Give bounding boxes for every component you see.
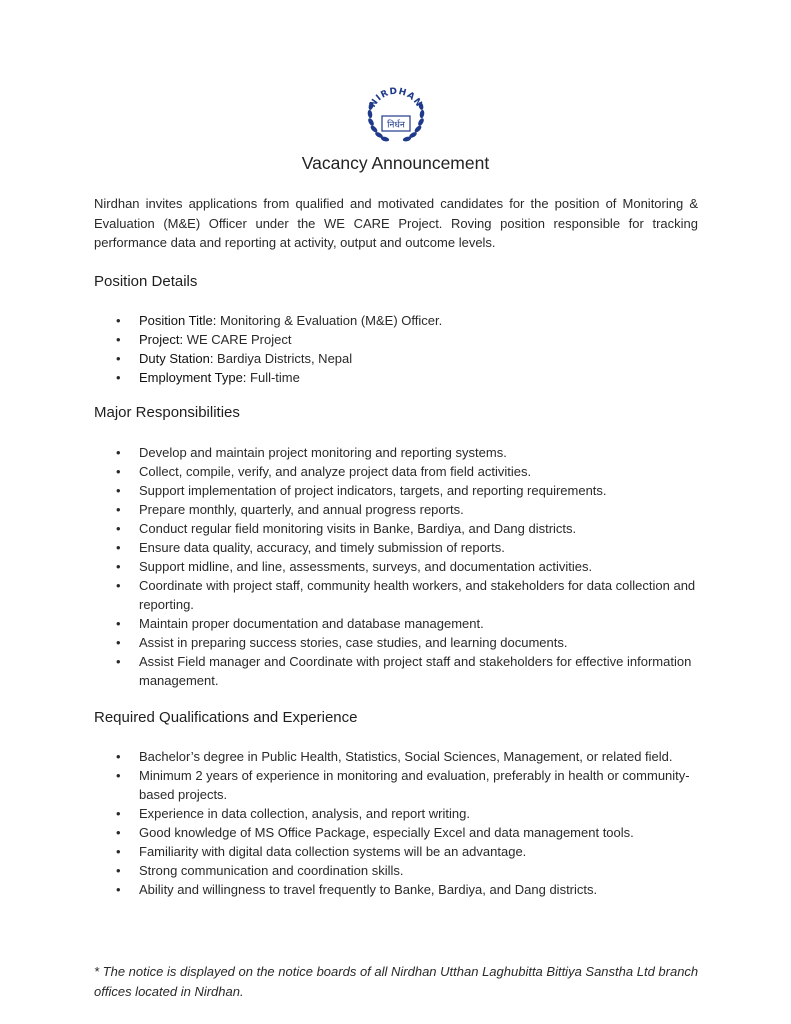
list-item-text: Develop and maintain project monitoring and reporting systems. <box>139 445 507 460</box>
bullet-icon: • <box>116 464 121 479</box>
bullet-icon: • <box>116 749 121 764</box>
list-item <box>116 823 696 842</box>
list-item <box>116 538 696 557</box>
list-item-text: Assist in preparing success stories, case studies, and learning documents. <box>139 635 568 650</box>
logo-arc-text: NIRDHAN <box>368 86 424 110</box>
right-laurel-icon <box>402 102 425 143</box>
detail-label: Duty Station: <box>139 351 214 366</box>
list-item <box>116 330 696 349</box>
list-item-text: Minimum 2 years of experience in monitoring and evaluation, preferably in health or community-based projects. <box>139 768 690 802</box>
bullet-icon: • <box>116 578 121 593</box>
list-item-text: Maintain proper documentation and database management. <box>139 616 484 631</box>
list-item <box>116 576 696 614</box>
detail-value: Monitoring & Evaluation (M&E) Officer. <box>216 313 443 328</box>
bullet-icon: • <box>116 502 121 517</box>
bullet-icon: • <box>116 483 121 498</box>
detail-value: Full-time <box>246 370 300 385</box>
detail-value: WE CARE Project <box>183 332 292 347</box>
bullet-icon: • <box>116 825 121 840</box>
list-item <box>116 633 696 652</box>
list-item-text: Prepare monthly, quarterly, and annual progress reports. <box>139 502 464 517</box>
intro-paragraph: Nirdhan invites applications from qualified and motivated candidates for the position of Monitoring & Evaluation (M&E) Officer under the WE CARE Project. Roving position responsible for tracking performance data and reporting at activity, output and outcome levels. <box>94 196 698 250</box>
bullet-icon: • <box>116 863 121 878</box>
list-item-text: Collect, compile, verify, and analyze project data from field activities. <box>139 464 532 479</box>
list-item <box>116 311 696 330</box>
page-title: Vacancy Announcement <box>301 153 490 173</box>
detail-value: Bardiya Districts, Nepal <box>213 351 353 366</box>
bullet-icon: • <box>116 635 121 650</box>
bullet-icon: • <box>116 806 121 821</box>
list-item <box>116 861 696 880</box>
list-item <box>116 747 696 766</box>
bullet-icon: • <box>116 768 121 783</box>
position-details-list <box>116 311 696 387</box>
list-item <box>116 614 696 633</box>
detail-label: Position Title: <box>139 313 217 328</box>
list-item <box>116 349 696 368</box>
bullet-icon: • <box>116 654 121 669</box>
list-item-text: Familiarity with digital data collection systems will be an advantage. <box>139 844 527 859</box>
bullet-icon: • <box>116 332 121 347</box>
list-item-text: Experience in data collection, analysis, and report writing. <box>139 806 470 821</box>
qualifications-heading: Required Qualifications and Experience <box>94 709 358 726</box>
list-item <box>116 880 696 899</box>
detail-label: Employment Type: <box>139 370 247 385</box>
list-item <box>116 804 696 823</box>
bullet-icon: • <box>116 882 121 897</box>
bullet-icon: • <box>116 370 121 385</box>
list-item <box>116 842 696 861</box>
position-details-heading: Position Details <box>94 273 198 290</box>
bullet-icon: • <box>116 540 121 555</box>
list-item-text: Support midline, and line, assessments, surveys, and documentation activities. <box>139 559 593 574</box>
bullet-icon: • <box>116 844 121 859</box>
list-item <box>116 462 696 481</box>
list-item <box>116 500 696 519</box>
logo-inner-text: निर्धन <box>387 120 405 131</box>
list-item <box>116 519 696 538</box>
list-item-text: Conduct regular field monitoring visits in Banke, Bardiya, and Dang districts. <box>139 521 577 536</box>
list-item-text: Ensure data quality, accuracy, and timely submission of reports. <box>139 540 505 555</box>
responsibilities-list <box>116 443 696 690</box>
laurel-wreath-logo-icon <box>360 84 432 152</box>
list-item <box>116 766 696 804</box>
list-item-text: Strong communication and coordination skills. <box>139 863 404 878</box>
list-item <box>116 652 696 690</box>
bullet-icon: • <box>116 521 121 536</box>
responsibilities-heading: Major Responsibilities <box>94 404 240 421</box>
list-item <box>116 368 696 387</box>
list-item-text: Assist Field manager and Coordinate with project staff and stakeholders for effective information management. <box>139 654 692 688</box>
list-item <box>116 443 696 462</box>
bullet-icon: • <box>116 559 121 574</box>
bullet-icon: • <box>116 313 121 328</box>
list-item-text: Ability and willingness to travel frequently to Banke, Bardiya, and Dang districts. <box>139 882 598 897</box>
list-item-text: Coordinate with project staff, community health workers, and stakeholders for data collection and reporting. <box>139 578 696 612</box>
nirdhan-logo <box>360 84 432 152</box>
list-item <box>116 481 696 500</box>
list-item-text: Support implementation of project indicators, targets, and reporting requirements. <box>139 483 607 498</box>
detail-label: Project: <box>139 332 184 347</box>
list-item-text: Bachelor’s degree in Public Health, Statistics, Social Sciences, Management, or related field. <box>139 749 673 764</box>
footnote: * The notice is displayed on the notice boards of all Nirdhan Utthan Laghubitta Bittiya Sanstha Ltd branch offices located in Nirdhan. <box>94 964 699 999</box>
bullet-icon: • <box>116 445 121 460</box>
bullet-icon: • <box>116 351 121 366</box>
bullet-icon: • <box>116 616 121 631</box>
svg-text:NIRDHAN <box>368 87 424 110</box>
qualifications-list <box>116 747 696 899</box>
list-item-text: Good knowledge of MS Office Package, especially Excel and data management tools. <box>139 825 634 840</box>
list-item <box>116 557 696 576</box>
